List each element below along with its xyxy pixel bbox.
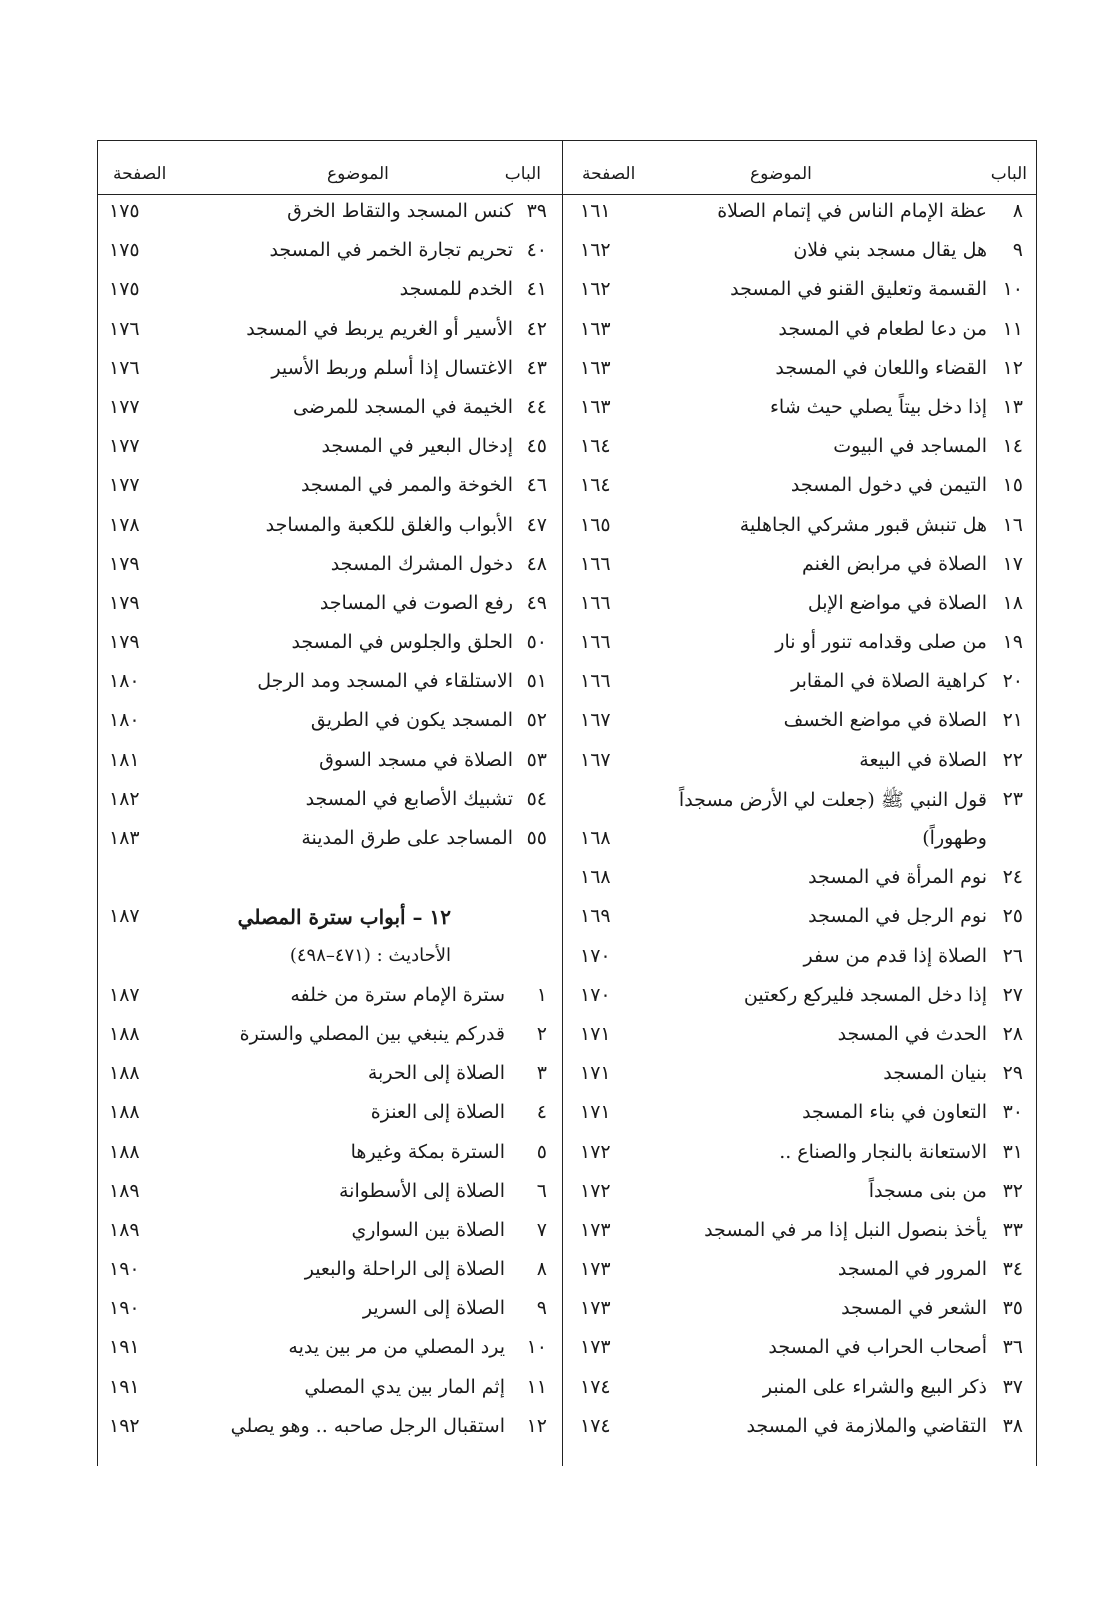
entry-number: ٦ <box>536 1179 547 1202</box>
entry-number: ٣٦ <box>1002 1336 1023 1359</box>
toc-column-left <box>99 140 561 1466</box>
entry-title: التعاون في بناء المسجد <box>802 1101 987 1124</box>
entry-page: ١٩١ <box>109 1375 140 1398</box>
toc-entry <box>99 351 561 390</box>
entry-number: ٥٤ <box>526 787 547 810</box>
entry-page: ١٦٨ <box>580 866 611 889</box>
entry-page: ١٩٢ <box>109 1414 140 1437</box>
entry-title: سترة الإمام سترة من خلفه <box>290 983 505 1006</box>
toc-entry <box>99 390 561 429</box>
entry-title: الصلاة إلى الحربة <box>367 1062 505 1085</box>
entry-page: ١٦٦ <box>580 670 611 693</box>
entry-number: ٢٩ <box>1002 1062 1023 1085</box>
entry-number: ٤٦ <box>526 474 547 497</box>
entry-number: ٣٨ <box>1002 1414 1023 1437</box>
toc-entry <box>99 978 561 1017</box>
entry-title: قول النبي ﷺ (جعلت لي الأرض مسجداً <box>678 788 987 811</box>
entry-title: الصلاة في مسجد السوق <box>319 748 513 771</box>
header-page: الصفحة <box>582 164 636 184</box>
toc-entry <box>564 390 1035 429</box>
toc-entry <box>564 1370 1035 1409</box>
toc-entry <box>564 939 1035 978</box>
entry-title: إثم المار بين يدي المصلي <box>304 1375 505 1398</box>
header-bab: الباب <box>990 164 1027 184</box>
entry-title: الأسير أو الغريم يربط في المسجد <box>246 317 513 340</box>
entry-number: ٤٤ <box>526 395 547 418</box>
toc-entry <box>564 586 1035 625</box>
entry-title: نوم الرجل في المسجد <box>808 905 987 928</box>
entry-number: ١٧ <box>1002 552 1023 575</box>
entry-number: ١ <box>536 983 547 1006</box>
toc-entry <box>99 508 561 547</box>
entry-number: ١٩ <box>1002 631 1023 654</box>
entry-number: ٥٠ <box>526 631 547 654</box>
entry-page: ١٦١ <box>580 200 611 222</box>
entry-page: ١٧٣ <box>580 1336 611 1359</box>
entry-title: أصحاب الحراب في المسجد <box>768 1336 987 1359</box>
entry-number: ٤٢ <box>526 317 547 340</box>
entry-title: عظة الإمام الناس في إتمام الصلاة <box>717 200 987 222</box>
toc-entry <box>564 1252 1035 1291</box>
entry-page: ١٩٠ <box>109 1297 140 1320</box>
entry-page: ١٦٤ <box>580 435 611 458</box>
toc-entry <box>99 1370 561 1409</box>
entry-title: هل يقال مسجد بني فلان <box>793 239 987 262</box>
entry-page: ١٧٤ <box>580 1414 611 1437</box>
entry-page: ١٧٩ <box>109 591 140 614</box>
entry-number: ١١ <box>1002 317 1023 340</box>
column-divider <box>562 140 563 1466</box>
entry-page: ١٧٢ <box>580 1179 611 1202</box>
toc-column-right <box>564 140 1035 1466</box>
entry-page: ١٧٣ <box>580 1218 611 1241</box>
entry-number: ٣٤ <box>1002 1258 1023 1281</box>
entry-title: من بنى مسجداً <box>868 1179 987 1202</box>
entry-page: ١٨٨ <box>109 1140 140 1163</box>
entry-page: ١٧٩ <box>109 552 140 575</box>
entry-title: الشعر في المسجد <box>841 1297 987 1320</box>
entry-page: ١٧٧ <box>109 435 140 458</box>
toc-entry <box>99 625 561 664</box>
toc-entry <box>99 664 561 703</box>
entry-number: ٩ <box>1012 239 1023 262</box>
entry-title: قدركم ينبغي بين المصلي والسترة <box>239 1022 505 1045</box>
toc-entry <box>564 1095 1035 1134</box>
entry-title: كنس المسجد والتقاط الخرق <box>287 200 513 222</box>
entry-page: ١٦٦ <box>580 591 611 614</box>
entry-page: ١٧٠ <box>580 983 611 1006</box>
toc-entry <box>564 1135 1035 1174</box>
entry-title: نوم المرأة في المسجد <box>808 866 987 889</box>
entry-title: الصلاة في مواضع الإبل <box>807 591 987 614</box>
entry-number: ٥١ <box>526 670 547 693</box>
entry-number: ٣٢ <box>1002 1179 1023 1202</box>
entry-title: وطهوراً) <box>922 827 987 849</box>
spacer-row <box>99 860 561 899</box>
entry-title: الحلق والجلوس في المسجد <box>291 631 513 654</box>
section-hadith-range-row <box>99 939 561 978</box>
entry-page: ١٦٦ <box>580 631 611 654</box>
entry-number: ٥٢ <box>526 709 547 732</box>
header-page: الصفحة <box>113 164 167 184</box>
entry-number: ٥ <box>536 1140 547 1163</box>
toc-entry <box>99 272 561 311</box>
entry-page: ١٦٢ <box>580 239 611 262</box>
column-header <box>564 140 1035 194</box>
entry-title: الاستعانة بالنجار والصناع .. <box>779 1140 987 1163</box>
entry-page: ١٩٠ <box>109 1258 140 1281</box>
entry-number: ٢٠ <box>1002 670 1023 693</box>
entry-number: ٢٢ <box>1002 748 1023 771</box>
entry-title: من دعا لطعام في المسجد <box>778 317 987 340</box>
entry-page: ١٧٣ <box>580 1297 611 1320</box>
toc-entry <box>99 782 561 821</box>
entry-title: الصلاة في مواضع الخسف <box>783 709 987 732</box>
entry-page: ١٦٣ <box>580 395 611 418</box>
entry-title: الخوخة والممر في المسجد <box>300 474 513 497</box>
toc-entry <box>99 1174 561 1213</box>
entry-title: الصلاة إذا قدم من سفر <box>803 944 987 967</box>
entry-title: الصلاة إلى الراحلة والبعير <box>304 1258 505 1281</box>
entry-title: القسمة وتعليق القنو في المسجد <box>730 278 987 301</box>
entry-number: ٤٣ <box>526 356 547 379</box>
entry-title: بنيان المسجد <box>883 1062 987 1085</box>
toc-entry <box>564 508 1035 547</box>
entry-page: ١٦٤ <box>580 474 611 497</box>
toc-entry <box>99 312 561 351</box>
toc-entry <box>564 899 1035 938</box>
toc-entry <box>564 1213 1035 1252</box>
entry-number: ٩ <box>536 1297 547 1320</box>
toc-entry <box>564 468 1035 507</box>
entry-number: ٣٥ <box>1002 1297 1023 1320</box>
entry-title: الصلاة إلى السرير <box>362 1297 505 1320</box>
entry-title: الصلاة في البيعة <box>859 748 987 771</box>
entry-page: ١٦٣ <box>580 356 611 379</box>
entry-page: ١٦٩ <box>580 905 611 928</box>
entry-title: الأبواب والغلق للكعبة والمساجد <box>265 513 513 536</box>
toc-entry <box>99 547 561 586</box>
entry-title: تحريم تجارة الخمر في المسجد <box>269 239 513 262</box>
entry-number: ٨ <box>536 1258 547 1281</box>
toc-entry <box>564 821 1035 860</box>
entry-number: ٣ <box>536 1062 547 1085</box>
entry-page: ١٦٥ <box>580 513 611 536</box>
toc-entry <box>99 1095 561 1134</box>
toc-entry <box>564 1291 1035 1330</box>
toc-entry <box>99 821 561 860</box>
entry-number: ١٥ <box>1002 474 1023 497</box>
entry-number: ٢٨ <box>1002 1022 1023 1045</box>
toc-entry <box>99 429 561 468</box>
entry-title: المرور في المسجد <box>837 1258 987 1281</box>
entry-number: ٢٥ <box>1002 905 1023 928</box>
entry-title: الخدم للمسجد <box>399 278 513 301</box>
entry-title: من صلى وقدامه تنور أو نار <box>775 631 987 654</box>
toc-entry <box>99 1213 561 1252</box>
entry-page: ١٧٢ <box>580 1140 611 1163</box>
entry-page: ١٨٠ <box>109 709 140 732</box>
entry-number: ٣٠ <box>1002 1101 1023 1124</box>
entry-number: ٤٩ <box>526 591 547 614</box>
entry-page: ١٧٦ <box>109 356 140 379</box>
entry-title: الخيمة في المسجد للمرضى <box>292 395 513 418</box>
entry-page: ١٧٨ <box>109 513 140 536</box>
toc-entry <box>564 351 1035 390</box>
entry-title: المسجد يكون في الطريق <box>310 709 513 732</box>
entry-title: القضاء واللعان في المسجد <box>775 356 987 379</box>
entry-number: ٣٣ <box>1002 1218 1023 1241</box>
entry-page: ١٨١ <box>109 748 140 771</box>
entry-number: ١٤ <box>1002 435 1023 458</box>
entry-number: ٤ <box>536 1101 547 1124</box>
toc-entry <box>99 1135 561 1174</box>
entry-page: ١٨٩ <box>109 1179 140 1202</box>
entry-page: ١٧٣ <box>580 1258 611 1281</box>
toc-entry <box>99 1252 561 1291</box>
entry-title: الصلاة في مرابض الغنم <box>802 552 987 575</box>
entry-title: يرد المصلي من مر بين يديه <box>288 1336 505 1359</box>
toc-entry <box>99 1409 561 1448</box>
entry-page: ١٨٠ <box>109 670 140 693</box>
entry-title: إذا دخل بيتاً يصلي حيث شاء <box>769 395 987 418</box>
entry-title: الصلاة إلى الأسطوانة <box>338 1179 505 1202</box>
toc-entry <box>99 586 561 625</box>
toc-entry <box>564 1017 1035 1056</box>
toc-entry <box>564 233 1035 272</box>
entry-number: ٤٥ <box>526 435 547 458</box>
entry-title: ذكر البيع والشراء على المنبر <box>762 1375 987 1398</box>
entry-number: ٣٧ <box>1002 1375 1023 1398</box>
entry-number: ١٢ <box>1002 356 1023 379</box>
entry-number: ٤٧ <box>526 513 547 536</box>
entry-page: ١٨٨ <box>109 1101 140 1124</box>
entry-title: الاغتسال إذا أسلم وربط الأسير <box>271 356 513 379</box>
toc-entry <box>564 1056 1035 1095</box>
entry-title: الصلاة إلى العنزة <box>370 1101 505 1124</box>
toc-entry <box>564 1174 1035 1213</box>
entry-page: ١٧١ <box>580 1062 611 1085</box>
toc-entry <box>99 1330 561 1369</box>
toc-entry <box>564 978 1035 1017</box>
entry-number: ١٨ <box>1002 591 1023 614</box>
toc-entry <box>99 743 561 782</box>
toc-entry <box>99 468 561 507</box>
entry-number: ٣١ <box>1002 1140 1023 1163</box>
entry-title: دخول المشرك المسجد <box>330 552 513 575</box>
header-bab: الباب <box>504 164 541 184</box>
entry-title: هل تنبش قبور مشركي الجاهلية <box>739 513 987 536</box>
toc-entry <box>564 272 1035 311</box>
entry-title: استقبال الرجل صاحبه .. وهو يصلي <box>230 1414 505 1437</box>
entry-page: ١٧٧ <box>109 474 140 497</box>
entry-number: ١٦ <box>1002 513 1023 536</box>
entry-number: ٢٣ <box>1002 787 1023 810</box>
toc-entry <box>564 1330 1035 1369</box>
entry-title: التقاضي والملازمة في المسجد <box>746 1414 987 1437</box>
entry-page: ١٧٩ <box>109 631 140 654</box>
entry-number: ١٣ <box>1002 395 1023 418</box>
entry-number: ٣٩ <box>526 200 547 222</box>
entry-page: ١٧٧ <box>109 395 140 418</box>
toc-entry <box>564 625 1035 664</box>
entry-number: ٢١ <box>1002 709 1023 732</box>
toc-entry <box>99 703 561 742</box>
entry-number: ٢٤ <box>1002 866 1023 889</box>
toc-entry <box>99 1291 561 1330</box>
entry-number: ٥٥ <box>526 827 547 849</box>
entry-page: ١٦٣ <box>580 317 611 340</box>
entry-title: الصلاة بين السواري <box>351 1218 505 1241</box>
header-mawdu: الموضوع <box>327 164 389 184</box>
entry-title: يأخذ بنصول النبل إذا مر في المسجد <box>704 1218 987 1241</box>
entry-title: كراهية الصلاة في المقابر <box>791 670 987 693</box>
toc-entry <box>564 664 1035 703</box>
entry-number: ١٠ <box>1002 278 1023 301</box>
toc-entry <box>99 1017 561 1056</box>
entry-page: ١٦٧ <box>580 748 611 771</box>
entry-title: المساجد على طرق المدينة <box>301 827 513 849</box>
section-title: ١٢ – أبواب سترة المصلي <box>237 905 451 930</box>
header-mawdu: الموضوع <box>750 164 812 184</box>
column-header <box>99 140 561 194</box>
entry-title: رفع الصوت في المساجد <box>319 591 513 614</box>
entry-title: المساجد في البيوت <box>833 435 987 458</box>
toc-entry <box>564 312 1035 351</box>
toc-entry <box>564 860 1035 899</box>
entry-page: ١٦٢ <box>580 278 611 301</box>
entry-page: ١٦٦ <box>580 552 611 575</box>
toc-entry <box>564 547 1035 586</box>
entry-page: ١٧١ <box>580 1022 611 1045</box>
entry-title: الاستلقاء في المسجد ومد الرجل <box>257 670 513 693</box>
entry-page: ١٧٠ <box>580 944 611 967</box>
entry-title: إذا دخل المسجد فليركع ركعتين <box>743 983 987 1006</box>
entry-page: ١٨٢ <box>109 787 140 810</box>
toc-rows-left <box>99 194 561 1448</box>
entry-page: ١٧٥ <box>109 239 140 262</box>
entry-page: ١٨٨ <box>109 1022 140 1045</box>
toc-entry <box>564 194 1035 233</box>
entry-page: ١٧٥ <box>109 278 140 301</box>
entry-number: ٨ <box>1012 200 1023 222</box>
entry-number: ٢٧ <box>1002 983 1023 1006</box>
entry-page: ١٦٧ <box>580 709 611 732</box>
entry-page: ١٨٩ <box>109 1218 140 1241</box>
entry-page: ١٦٨ <box>580 827 611 849</box>
entry-page: ١٨٣ <box>109 827 140 849</box>
entry-number: ١٠ <box>526 1336 547 1359</box>
entry-number: ٤٨ <box>526 552 547 575</box>
entry-page: ١٨٨ <box>109 1062 140 1085</box>
entry-page: ١٧٥ <box>109 200 140 222</box>
entry-title: السترة بمكة وغيرها <box>350 1140 505 1163</box>
entry-page: ١٧٦ <box>109 317 140 340</box>
hadith-range: الأحاديث : (٤٧١–٤٩٨) <box>289 944 451 966</box>
entry-page: ١٩١ <box>109 1336 140 1359</box>
entry-number: ٢٦ <box>1002 944 1023 967</box>
toc-entry <box>564 703 1035 742</box>
entry-number: ٥٣ <box>526 748 547 771</box>
entry-number: ٧ <box>536 1218 547 1241</box>
section-page: ١٨٧ <box>109 905 140 928</box>
toc-entry <box>564 429 1035 468</box>
toc-entry <box>564 1409 1035 1448</box>
entry-page: ١٧٤ <box>580 1375 611 1398</box>
entry-title: تشبيك الأصابع في المسجد <box>305 787 513 810</box>
toc-entry <box>564 743 1035 782</box>
section-heading <box>99 899 561 938</box>
toc-entry <box>564 782 1035 821</box>
toc-entry <box>99 233 561 272</box>
entry-number: ١٢ <box>526 1414 547 1437</box>
toc-rows-right <box>564 194 1035 1448</box>
entry-title: إدخال البعير في المسجد <box>321 435 513 458</box>
entry-title: الحدث في المسجد <box>837 1022 987 1045</box>
entry-page: ١٧١ <box>580 1101 611 1124</box>
toc-entry <box>99 194 561 233</box>
toc-entry <box>99 1056 561 1095</box>
entry-number: ٤٠ <box>526 239 547 262</box>
entry-page: ١٨٧ <box>109 983 140 1006</box>
entry-number: ٢ <box>536 1022 547 1045</box>
entry-number: ٤١ <box>526 278 547 301</box>
entry-title: التيمن في دخول المسجد <box>790 474 987 497</box>
entry-number: ١١ <box>526 1375 547 1398</box>
